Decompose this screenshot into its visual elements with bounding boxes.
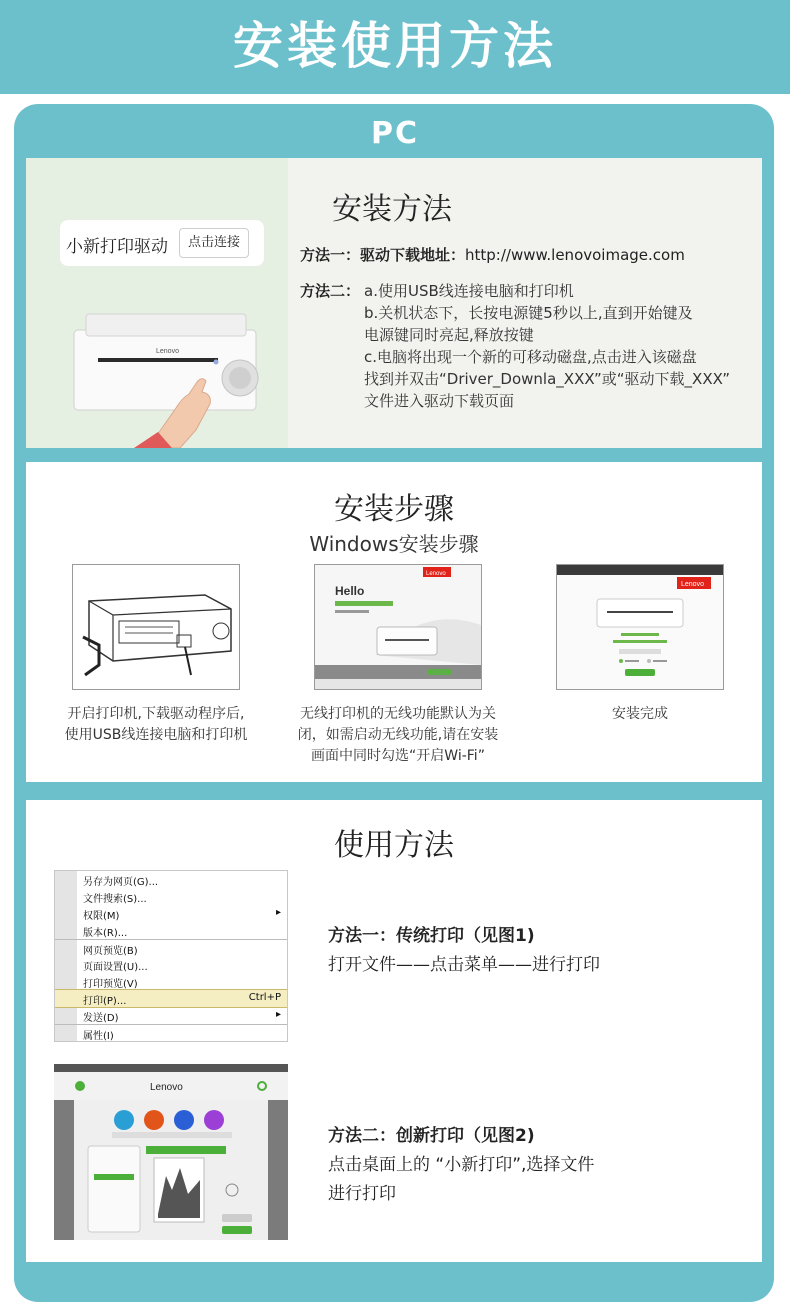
install-complete-screen: [557, 565, 723, 689]
menu-item[interactable]: [55, 1007, 288, 1024]
method1-prefix: 方法一：驱动下载地址：: [300, 246, 466, 264]
menu-item-label: 文件搜索(S)...: [83, 894, 147, 905]
menu-item[interactable]: [55, 990, 288, 1007]
method2-line: b.关机状态下，长按电源键5秒以上,直到开始键及: [364, 304, 693, 322]
caption-line: 画面中同时勾选“开启Wi-Fi”: [311, 748, 485, 764]
menu-item[interactable]: [55, 922, 288, 939]
complete-brand: Lenovo: [681, 581, 704, 588]
usage-method2-line: 点击桌面上的 “小新打印”,选择文件: [328, 1155, 595, 1175]
menu-item[interactable]: [55, 888, 288, 905]
menu-item-label: 打印(P)...: [83, 996, 127, 1007]
menu-item-shortcut: Ctrl+P: [248, 992, 281, 1003]
method2-line: 找到并双击“Driver_Downla_XXX”或“驱动下载_XXX”: [364, 370, 731, 388]
menu-item-label: 打印预览(V): [83, 979, 138, 990]
menu-item-shortcut: ▸: [275, 1009, 281, 1020]
install-steps-title: 安装步骤: [334, 492, 454, 527]
install-methods-title: 安装方法: [332, 192, 452, 227]
lenovo-app-screenshot: [54, 1064, 288, 1240]
step3-image: [556, 564, 724, 690]
install-methods-card: [26, 158, 762, 448]
usage-method2-line: 进行打印: [328, 1184, 396, 1204]
usage-method1: [328, 922, 600, 980]
menu-item-label: 发送(D): [83, 1013, 119, 1024]
step1-image: [72, 564, 240, 690]
step2-image: [314, 564, 482, 690]
menu-item-label: 另存为网页(G)...: [83, 877, 159, 888]
method2-line: a.使用USB线连接电脑和打印机: [364, 282, 574, 300]
installer-hello-screen: [315, 565, 481, 689]
menu-item-shortcut: ▸: [275, 907, 281, 918]
method2-line: 文件进入驱动下载页面: [364, 392, 515, 410]
driver-chip-label: 小新打印驱动: [66, 237, 168, 257]
menu-item[interactable]: [55, 956, 288, 973]
driver-url-link[interactable]: http://www.lenovoimage.com: [465, 246, 685, 264]
method2-line: 电源键同时亮起,释放按键: [364, 326, 534, 344]
usage-title: 使用方法: [334, 828, 454, 863]
lenovo-print-app: [54, 1064, 288, 1240]
install-steps-card: [26, 462, 762, 782]
app-brand: Lenovo: [150, 1082, 183, 1093]
menu-item-label: 权限(M): [83, 911, 120, 922]
usage-method1-title: 方法一：传统打印（见图1): [328, 926, 535, 946]
printer-usb-drawing: [73, 565, 239, 689]
section-label-pc: PC: [370, 116, 419, 151]
installer-brand: Lenovo: [426, 571, 446, 577]
printer-with-hand-image: [56, 308, 288, 448]
connect-button[interactable]: 点击连接: [179, 228, 249, 258]
method2-line: c.电脑将出现一个新的可移动磁盘,点击进入该磁盘: [364, 348, 697, 366]
menu-item[interactable]: [55, 871, 288, 888]
menu-item-label: 网页预览(B): [83, 946, 138, 957]
caption-line: 使用USB线连接电脑和打印机: [64, 727, 248, 743]
method2-prefix: 方法二：: [300, 282, 361, 300]
caption-line: 闭，如需启动无线功能,请在安装: [297, 727, 499, 743]
menu-item[interactable]: [55, 973, 288, 990]
menu-item-label: 属性(I): [83, 1031, 114, 1042]
usage-method2-title: 方法二：创新打印（见图2): [328, 1126, 535, 1146]
page-title: 安装使用方法: [233, 17, 557, 75]
step3-caption: [530, 704, 750, 725]
method1-line: [300, 244, 685, 265]
usage-method2: [328, 1122, 594, 1209]
menu-item[interactable]: [55, 1024, 288, 1041]
caption-line: 无线打印机的无线功能默认为关: [300, 706, 496, 722]
menu-item-label: 页面设置(U)...: [83, 962, 148, 973]
file-menu-screenshot: [54, 870, 288, 1042]
menu-item-label: 版本(R)...: [83, 928, 128, 939]
step1-caption: [46, 704, 266, 746]
caption-line: 开启打印机,下载驱动程序后,: [67, 706, 245, 722]
usage-method1-desc: 打开文件——点击菜单——进行打印: [328, 955, 600, 975]
caption-line: 安装完成: [612, 706, 668, 722]
usage-card: [26, 800, 762, 1262]
printer-brand-text: Lenovo: [156, 348, 179, 355]
menu-item[interactable]: [55, 905, 288, 922]
menu-item[interactable]: [55, 939, 288, 956]
installer-hello: Hello: [335, 584, 365, 598]
step2-caption: [288, 704, 508, 767]
install-steps-subtitle: Windows安装步骤: [309, 532, 479, 556]
